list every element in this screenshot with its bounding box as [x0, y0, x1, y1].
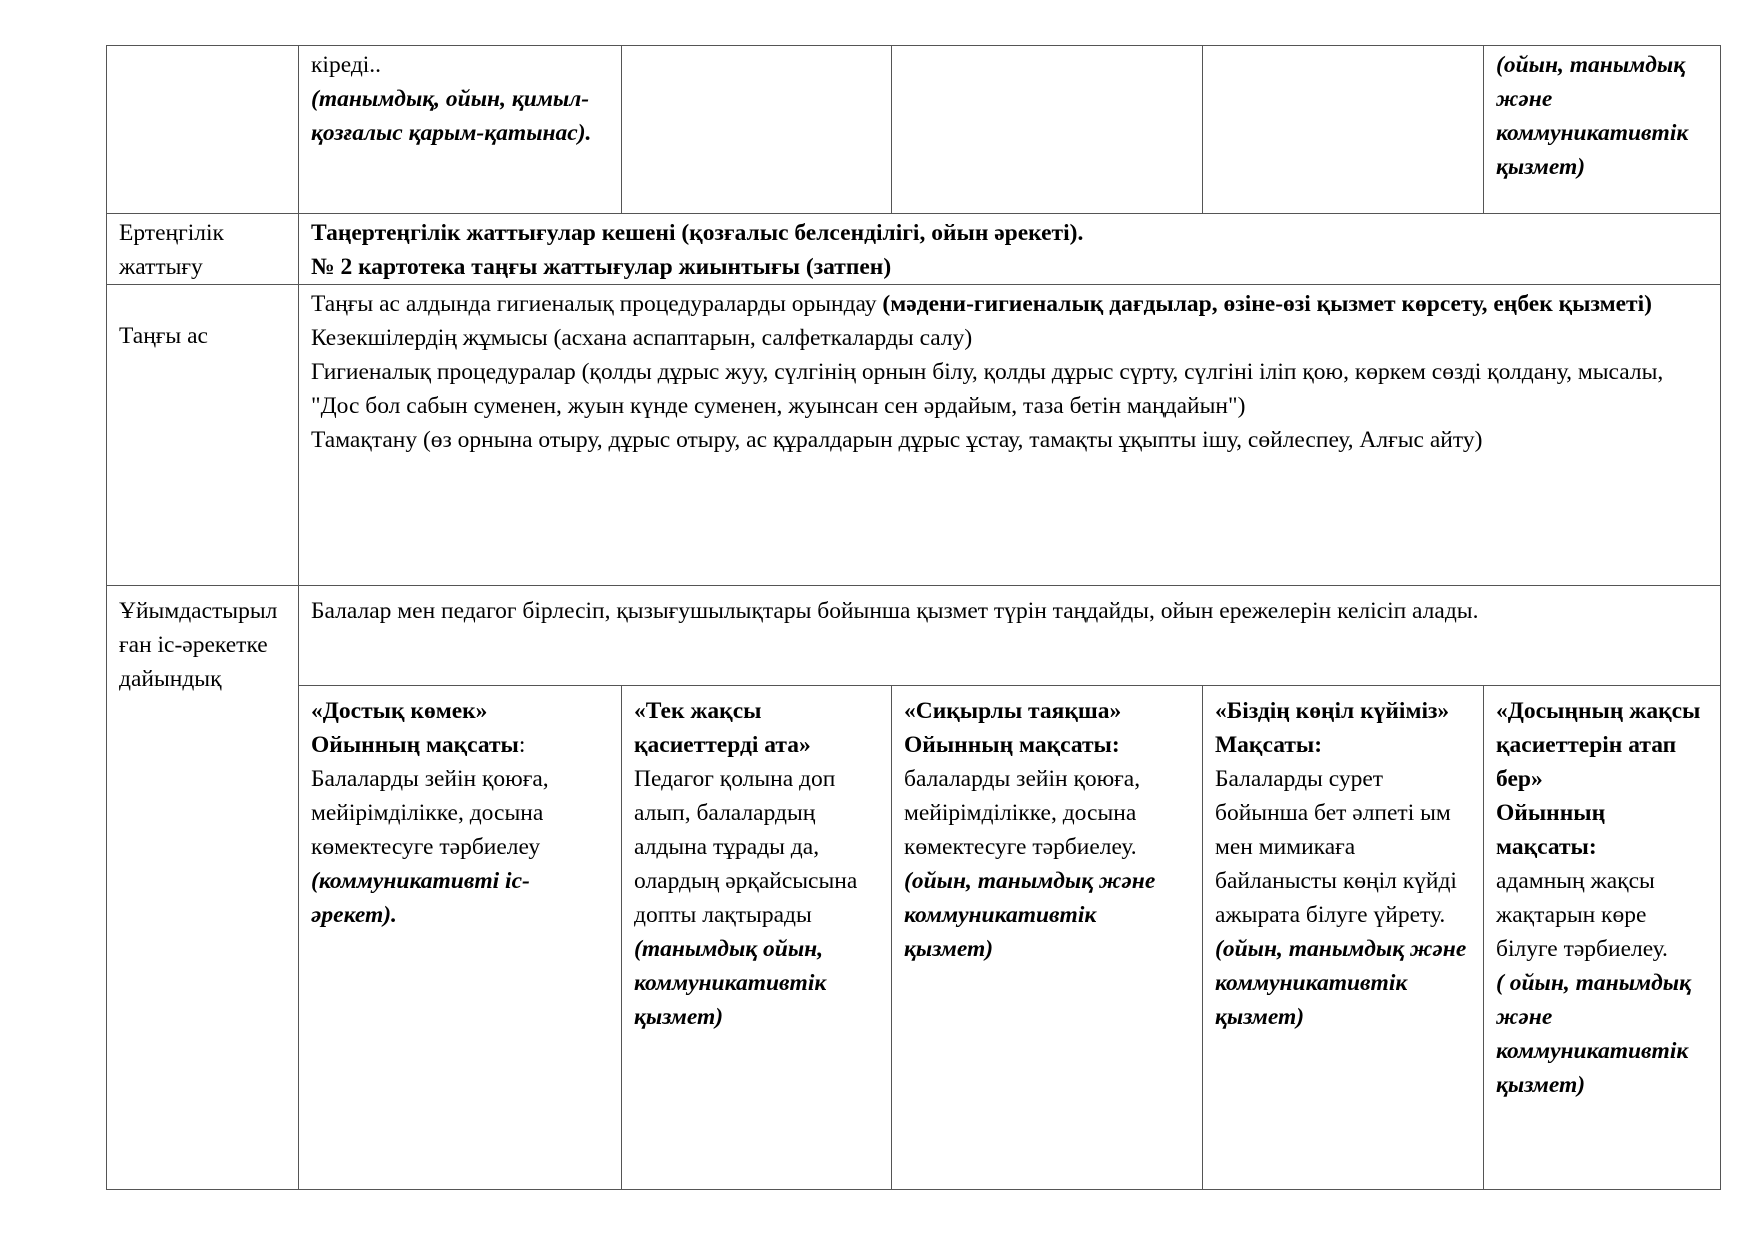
game-cell	[622, 686, 892, 1190]
table-cell	[299, 46, 622, 214]
game-cell	[1484, 686, 1721, 1190]
table-cell-empty	[107, 46, 299, 214]
game-note: ( ойын, танымдық және коммуникативтік қызмет)	[1496, 970, 1691, 1098]
table-cell	[299, 285, 1721, 586]
table-row-breakfast	[107, 285, 1721, 586]
game-cell	[892, 686, 1203, 1190]
row-label: Ұйымдастырылған іс-әрекетке дайындық	[107, 586, 299, 1190]
exercise-line: Таңертеңгілік жаттығулар кешені (қозғалыс белсенділігі, ойын әрекеті).	[311, 220, 1084, 246]
game-goal-label: Ойынның мақсаты	[311, 732, 519, 758]
game-title: «Досыңның жақсы қасиеттерін атап бер»	[1496, 698, 1701, 792]
game-note: (ойын, танымдық және коммуникативтік қызмет)	[1215, 936, 1467, 1030]
activity-note: (танымдық, ойын, қимыл- қозғалыс қарым-қатынас).	[311, 86, 592, 146]
daily-plan-table	[106, 45, 1721, 1190]
game-note: (коммуникативті іс-әрекет).	[311, 868, 530, 928]
game-goal-colon: :	[518, 732, 526, 758]
game-cell	[299, 686, 622, 1190]
game-goal-label: Ойынның мақсаты:	[1496, 800, 1606, 860]
game-note: (танымдық ойын, коммуникативтік қызмет)	[634, 936, 827, 1030]
game-text: адамның жақсы жақтарын көре білуге тәрбиелеу.	[1496, 868, 1668, 962]
cell-text: кіреді..	[311, 52, 382, 78]
game-title: «Достық көмек»	[311, 698, 488, 724]
table-row-games	[107, 686, 1721, 1190]
paragraph: Тамақтану (өз орнына отыру, дұрыс отыру, ас құралдарын дұрыс ұстау, тамақты ұқыпты ішу, сөйлеспеу, Алғыс айту)	[311, 427, 1483, 453]
game-text: Балаларды сурет бойынша бет әлпеті ым мен мимикаға байланысты көңіл күйді ажырата білуге үйрету.	[1215, 766, 1457, 928]
paragraph-bold: (мәдени-гигиеналық дағдылар, өзіне-өзі қызмет көрсету, еңбек қызметі)	[882, 291, 1652, 317]
table-row-continuation	[107, 46, 1721, 214]
exercise-line: № 2 картотека таңғы жаттығулар жиынтығы (затпен)	[311, 254, 892, 280]
game-goal-label: Ойынның мақсаты:	[904, 732, 1120, 758]
game-note: (ойын, танымдық және коммуникативтік қызмет)	[904, 868, 1156, 962]
game-goal-label: Мақсаты:	[1215, 732, 1323, 758]
paragraph	[311, 287, 1708, 321]
game-text: балаларды зейін қоюға, мейірімділікке, досына көмектесуге тәрбиелеу.	[904, 766, 1141, 860]
activity-note: (ойын, танымдық және коммуникативтік қызмет)	[1496, 52, 1689, 180]
game-title: «Біздің көңіл күйіміз»	[1215, 698, 1450, 724]
table-cell-empty	[892, 46, 1203, 214]
row-label: Таңғы ас	[107, 285, 299, 586]
game-title: «Сиқырлы таяқша»	[904, 698, 1122, 724]
game-title: «Тек жақсы қасиеттерді ата»	[634, 698, 811, 758]
table-row-morning-exercise	[107, 214, 1721, 285]
paragraph-text: Таңғы ас алдында гигиеналық процедураларды орындау	[311, 291, 883, 317]
table-row-activity-prep	[107, 586, 1721, 686]
game-text: Балаларды зейін қоюға, мейірімділікке, досына көмектесуге тәрбиелеу	[311, 766, 549, 860]
row-label: Ертеңгілік жаттығу	[107, 214, 299, 285]
table-cell	[1484, 46, 1721, 214]
table-cell-empty	[622, 46, 892, 214]
table-cell-empty	[1203, 46, 1484, 214]
game-cell	[1203, 686, 1484, 1190]
table-cell	[299, 214, 1721, 285]
paragraph: Гигиеналық процедуралар (қолды дұрыс жуу, сүлгінің орнын білу, қолды дұрыс сүрту, сүлгіні іліп қою, көркем сөзді қолдану, мысалы, "Дос бол сабын суменен, жуын күнде суменен, жуынсан сен әрдайым, таза бетін маңдайын")	[311, 359, 1664, 419]
paragraph: Кезекшілердің жұмысы (асхана аспаптарын, салфеткаларды салу)	[311, 325, 973, 351]
table-cell: Балалар мен педагог бірлесіп, қызығушылықтары бойынша қызмет түрін таңдайды, ойын ережелерін келісіп алады.	[299, 586, 1721, 686]
game-text: Педагог қолына доп алып, балалардың алдына тұрады да, олардың әрқайсысына допты лақтырады	[634, 766, 858, 928]
